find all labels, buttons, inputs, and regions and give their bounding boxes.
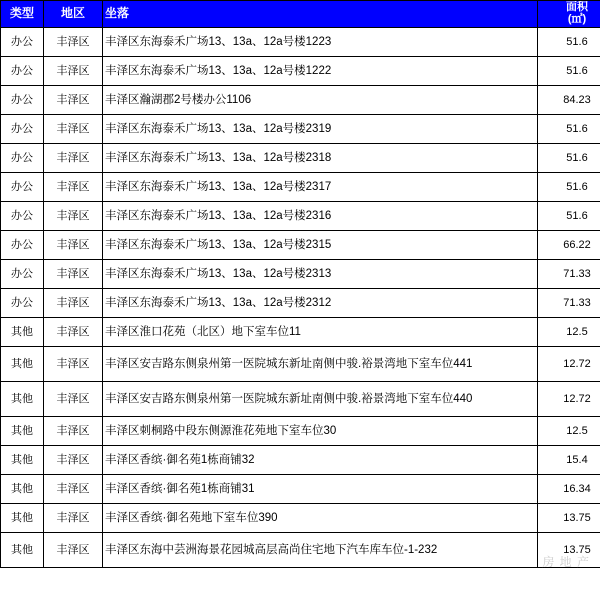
cell-district: 丰泽区 [44, 504, 103, 533]
cell-location: 丰泽区刺桐路中段东侧源淮花苑地下室车位30 [103, 417, 538, 446]
cell-area: 51.6 [538, 28, 600, 57]
cell-district: 丰泽区 [44, 318, 103, 347]
cell-district: 丰泽区 [44, 173, 103, 202]
cell-type: 办公 [1, 28, 44, 57]
cell-type: 其他 [1, 318, 44, 347]
table-row [1, 347, 600, 382]
table-row [1, 475, 600, 504]
cell-area: 15.4 [538, 446, 600, 475]
cell-area: 16.34 [538, 475, 600, 504]
cell-location: 丰泽区安吉路东侧泉州第一医院城东新址南侧中骏.裕景湾地下室车位440 [103, 382, 538, 417]
cell-district: 丰泽区 [44, 417, 103, 446]
cell-type: 办公 [1, 86, 44, 115]
cell-district: 丰泽区 [44, 202, 103, 231]
cell-type: 其他 [1, 446, 44, 475]
cell-district: 丰泽区 [44, 86, 103, 115]
table-row [1, 115, 600, 144]
cell-district: 丰泽区 [44, 115, 103, 144]
table-row [1, 318, 600, 347]
watermark-text: 房 地 产 [542, 555, 590, 569]
cell-location: 丰泽区东海泰禾广场13、13a、12a号楼2319 [103, 115, 538, 144]
table-body [1, 28, 600, 568]
cell-district: 丰泽区 [44, 28, 103, 57]
cell-location: 丰泽区香缤·御名苑1栋商铺31 [103, 475, 538, 504]
cell-district: 丰泽区 [44, 446, 103, 475]
table-row [1, 57, 600, 86]
column-header-area [538, 1, 600, 28]
column-header-location: 坐落 [103, 1, 538, 28]
cell-district: 丰泽区 [44, 533, 103, 568]
cell-location: 丰泽区香缤·御名苑1栋商铺32 [103, 446, 538, 475]
cell-location: 丰泽区东海泰禾广场13、13a、12a号楼2313 [103, 260, 538, 289]
table-row [1, 202, 600, 231]
table-row [1, 231, 600, 260]
cell-district: 丰泽区 [44, 144, 103, 173]
cell-area: 12.5 [538, 318, 600, 347]
cell-district: 丰泽区 [44, 57, 103, 86]
table-row [1, 86, 600, 115]
cell-district: 丰泽区 [44, 260, 103, 289]
cell-area: 71.33 [538, 289, 600, 318]
table-row [1, 260, 600, 289]
cell-area: 13.75 [538, 533, 600, 568]
cell-area: 51.6 [538, 144, 600, 173]
cell-type: 其他 [1, 417, 44, 446]
cell-type: 其他 [1, 533, 44, 568]
cell-location: 丰泽区东海泰禾广场13、13a、12a号楼2312 [103, 289, 538, 318]
cell-district: 丰泽区 [44, 475, 103, 504]
cell-location: 丰泽区东海中芸洲海景花园城高层高尚住宅地下汽车库车位-1-232 [103, 533, 538, 568]
cell-location: 丰泽区安吉路东侧泉州第一医院城东新址南侧中骏.裕景湾地下室车位441 [103, 347, 538, 382]
cell-area: 51.6 [538, 173, 600, 202]
cell-type: 办公 [1, 57, 44, 86]
column-header-area-label: 面积 [566, 1, 588, 14]
table-row [1, 144, 600, 173]
header-row [1, 1, 600, 28]
table-row [1, 382, 600, 417]
cell-type: 其他 [1, 382, 44, 417]
table-row [1, 533, 600, 568]
cell-type: 办公 [1, 289, 44, 318]
table-row [1, 28, 600, 57]
cell-district: 丰泽区 [44, 347, 103, 382]
cell-type: 其他 [1, 475, 44, 504]
cell-location: 丰泽区东海泰禾广场13、13a、12a号楼2318 [103, 144, 538, 173]
cell-area: 71.33 [538, 260, 600, 289]
table-row [1, 417, 600, 446]
cell-district: 丰泽区 [44, 231, 103, 260]
cell-type: 办公 [1, 115, 44, 144]
cell-area: 66.22 [538, 231, 600, 260]
table-row [1, 504, 600, 533]
cell-type: 其他 [1, 504, 44, 533]
cell-area: 51.6 [538, 57, 600, 86]
table-row [1, 289, 600, 318]
cell-location: 丰泽区东海泰禾广场13、13a、12a号楼2317 [103, 173, 538, 202]
cell-area: 84.23 [538, 86, 600, 115]
cell-location: 丰泽区东海泰禾广场13、13a、12a号楼1223 [103, 28, 538, 57]
cell-area: 12.72 [538, 382, 600, 417]
cell-location: 丰泽区东海泰禾广场13、13a、12a号楼2316 [103, 202, 538, 231]
column-header-district: 地区 [44, 1, 103, 28]
cell-location: 丰泽区东海泰禾广场13、13a、12a号楼1222 [103, 57, 538, 86]
column-header-area-unit: (㎡) [567, 13, 587, 25]
cell-location: 丰泽区淮口花苑（北区）地下室车位11 [103, 318, 538, 347]
cell-district: 丰泽区 [44, 382, 103, 417]
column-header-type: 类型 [1, 1, 44, 28]
table-row [1, 173, 600, 202]
table-header [1, 1, 600, 28]
cell-type: 其他 [1, 347, 44, 382]
cell-district: 丰泽区 [44, 289, 103, 318]
cell-area: 12.72 [538, 347, 600, 382]
cell-area: 51.6 [538, 115, 600, 144]
cell-location: 丰泽区瀚湖郡2号楼办公1106 [103, 86, 538, 115]
cell-type: 办公 [1, 231, 44, 260]
cell-area: 12.5 [538, 417, 600, 446]
cell-type: 办公 [1, 260, 44, 289]
cell-type: 办公 [1, 202, 44, 231]
cell-location: 丰泽区东海泰禾广场13、13a、12a号楼2315 [103, 231, 538, 260]
cell-area: 13.75 [538, 504, 600, 533]
cell-location: 丰泽区香缤·御名苑地下室车位390 [103, 504, 538, 533]
cell-type: 办公 [1, 144, 44, 173]
cell-area: 51.6 [538, 202, 600, 231]
table-row [1, 446, 600, 475]
cell-type: 办公 [1, 173, 44, 202]
